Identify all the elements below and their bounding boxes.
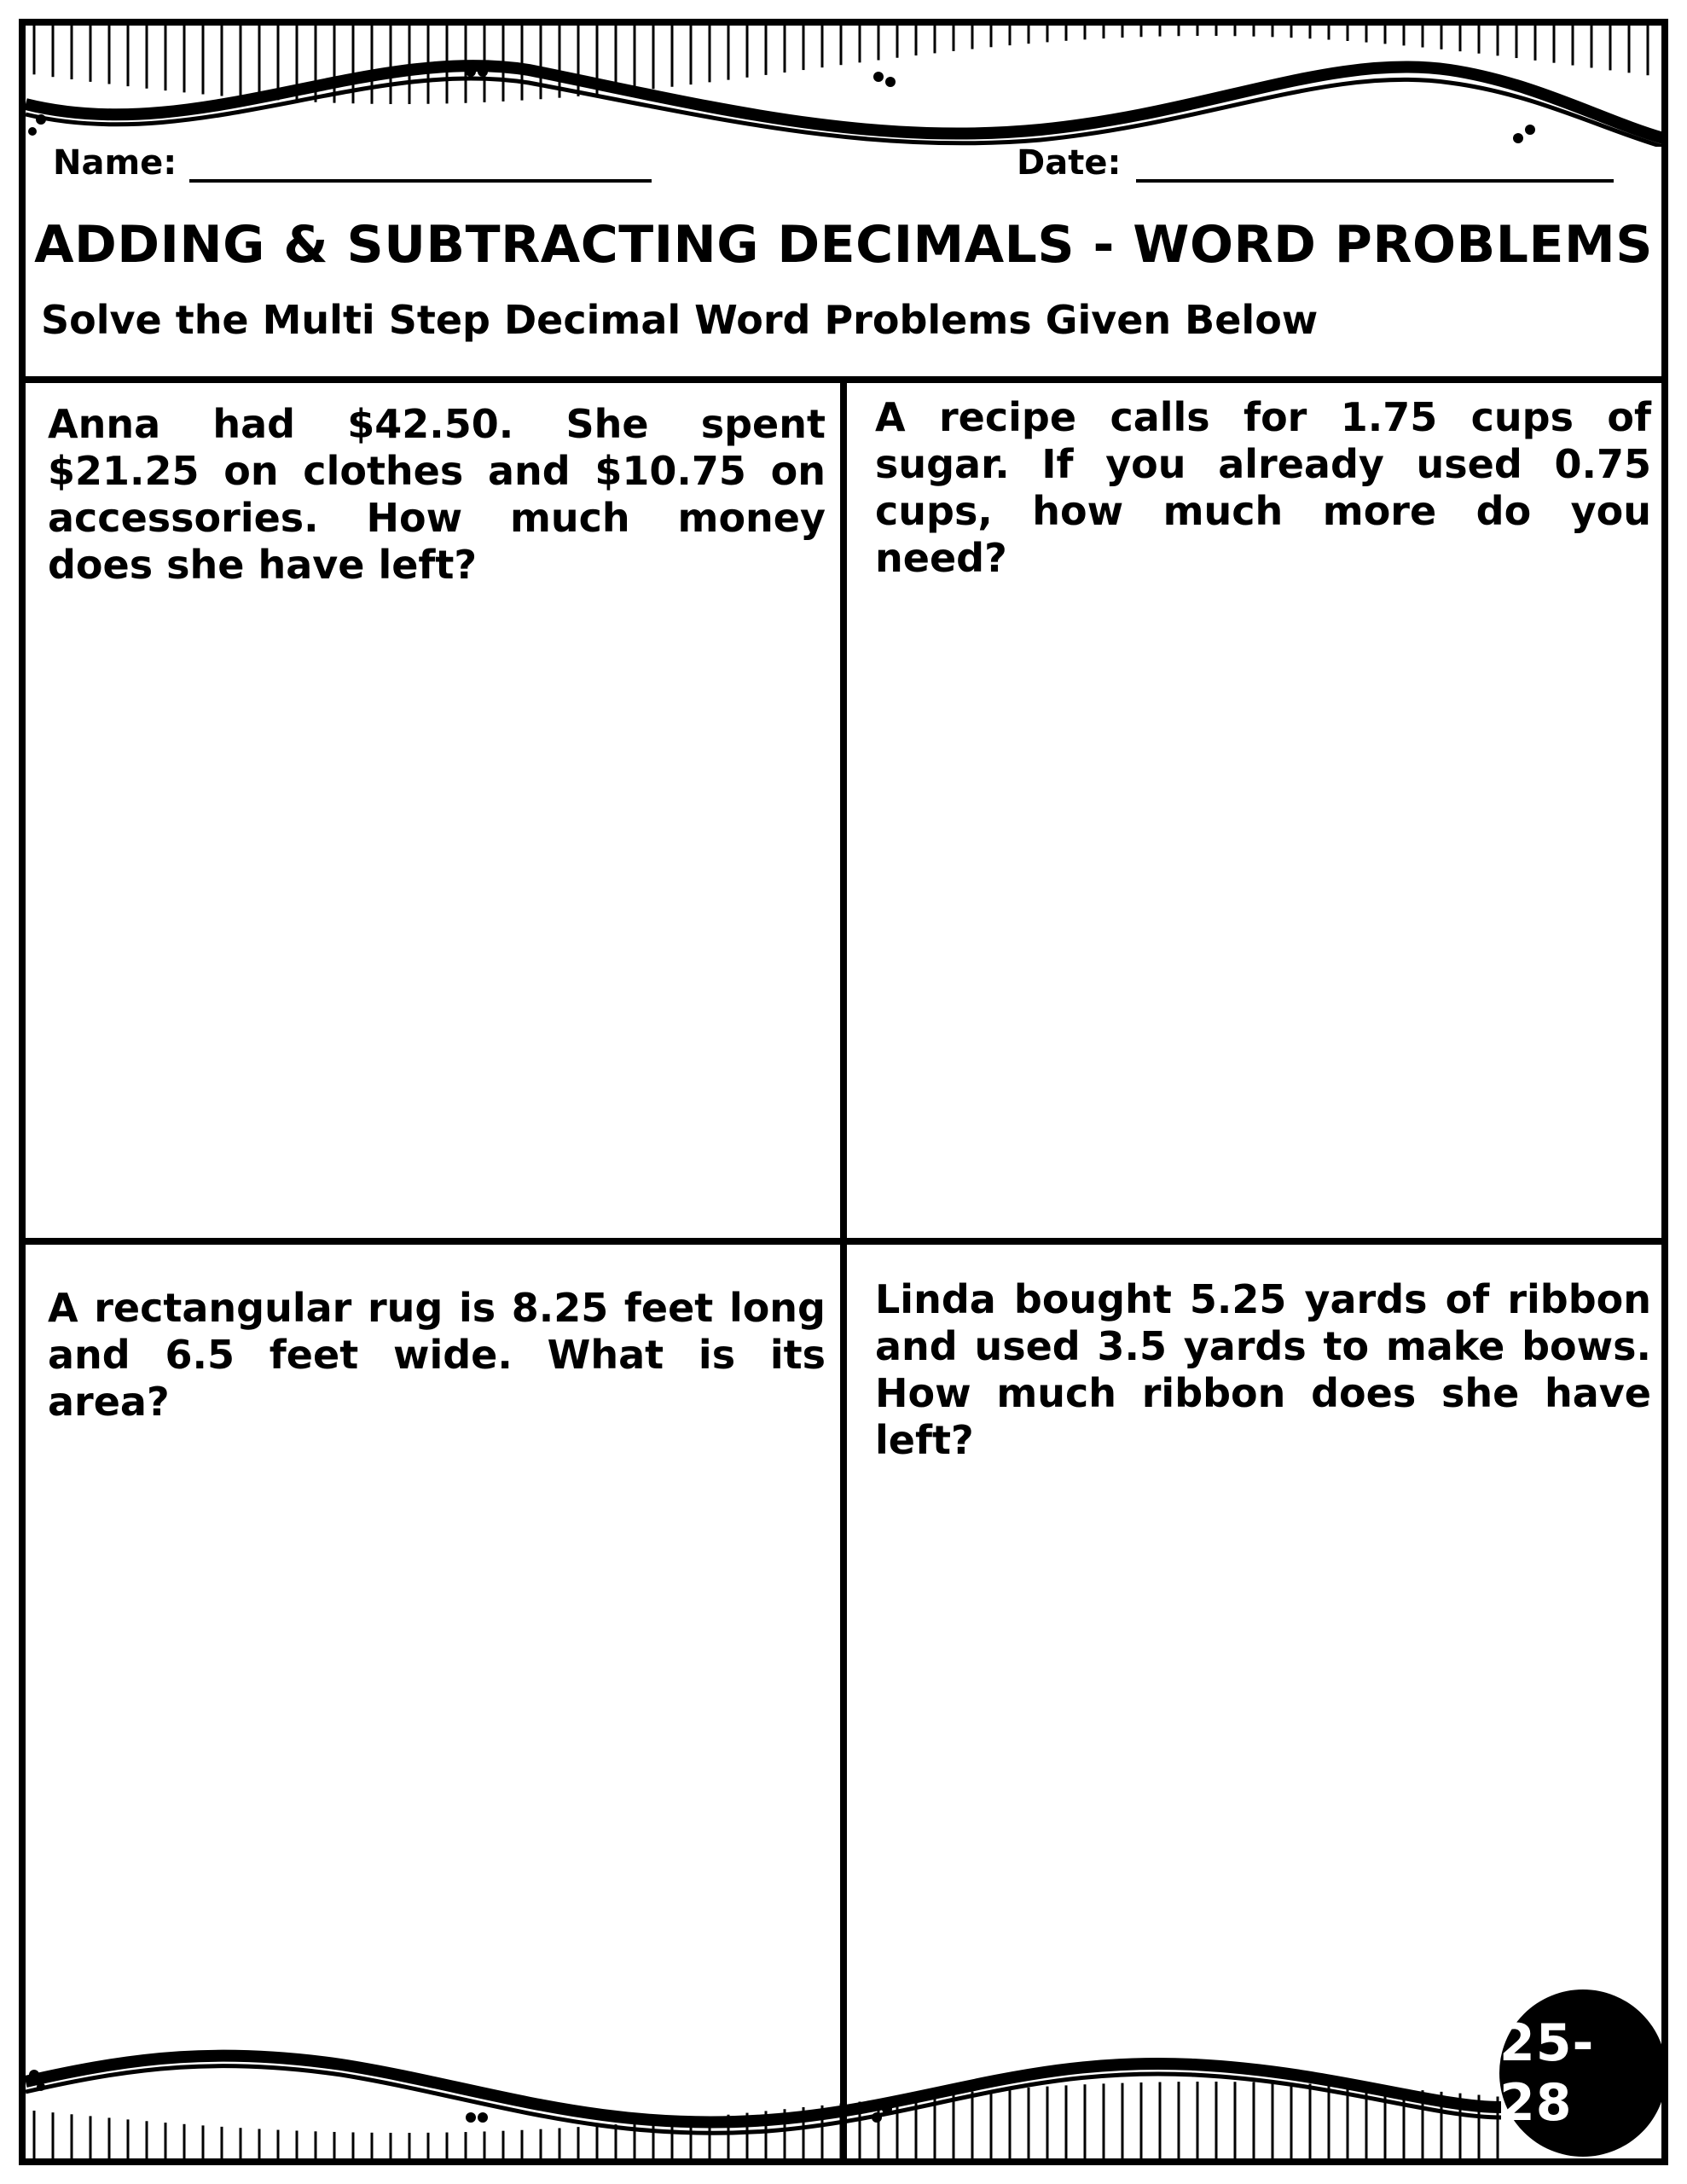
name-field[interactable] [189,179,652,183]
problem-1: Anna had $42.50. She spent $21.25 on clothes and $10.75 on accessories. How much money does she have left? [48,401,826,588]
problem-range-badge: 25-28 [1499,1989,1667,2157]
name-label: Name: [53,143,177,183]
answer-area-3[interactable] [32,1399,826,2030]
problem-4: Linda bought 5.25 yards of ribbon and used 3.5 yards to make bows. How much ribbon does she have left? [875,1276,1651,1463]
answer-area-1[interactable] [32,597,826,1228]
worksheet-title: ADDING & SUBTRACTING DECIMALS - WORD PROBLEMS [34,215,1653,275]
column-divider [840,376,847,2165]
problem-2: A recipe calls for 1.75 cups of sugar. If you already used 0.75 cups, how much more do you need? [875,394,1651,581]
answer-area-2[interactable] [855,546,1651,1228]
problem-3: A rectangular rug is 8.25 feet long and 6.5 feet wide. What is its area? [48,1285,826,1425]
date-field[interactable] [1136,179,1614,183]
worksheet-instructions: Solve the Multi Step Decimal Word Problems Given Below [41,297,1319,343]
answer-area-4[interactable] [855,1467,1486,2030]
date-label: Date: [1017,143,1122,183]
